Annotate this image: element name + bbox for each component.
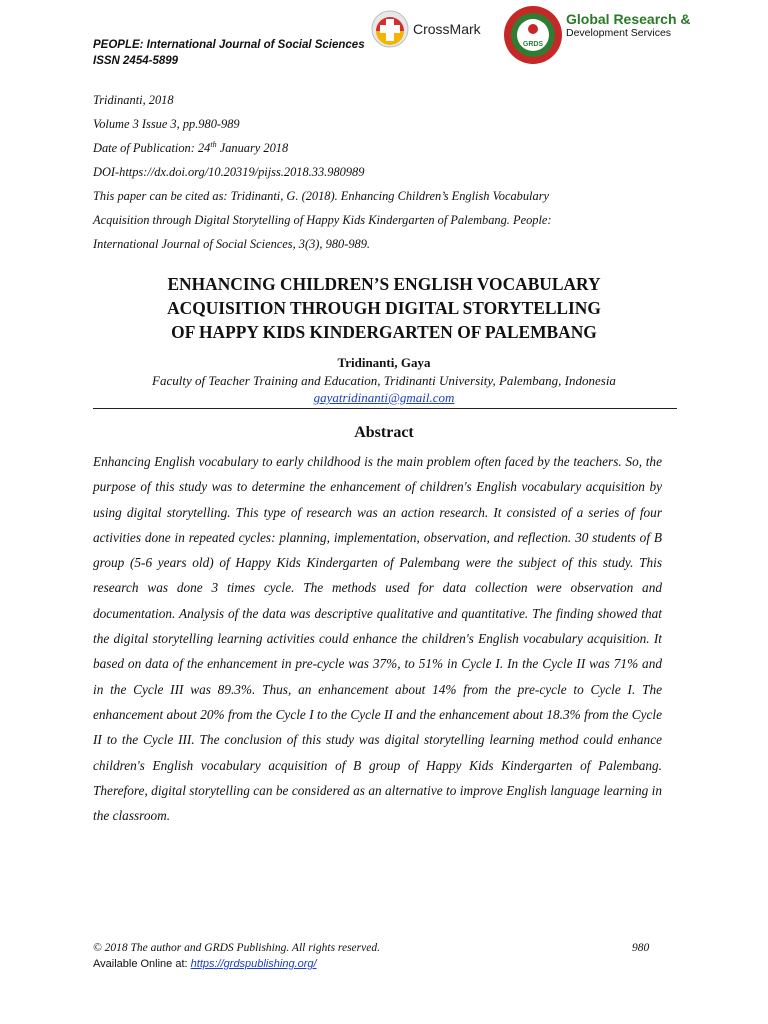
divider	[93, 408, 677, 409]
journal-header	[93, 37, 365, 69]
abstract-text: Enhancing English vocabulary to early childhood is the main problem often faced by the teachers. So, the purpose of this study was to determine the enhancement of children's English vocabulary acquisition by using digital storytelling. This type of research was an action research. It consisted of a series of four activities done in repeated cycles: planning, implementation, observation, and reflection. 30 students of B group (5-6 years old) of Happy Kids Kindergarten of Palembang were the subject of this study. This research was done 3 times cycle. The methods used for data collection were observation and documentation. Analysis of the data was descriptive qualitative and quantitative. The finding showed that the digital storytelling learning activities could enhance the children's English vocabulary acquisition. It based on data of the enhancement in pre-cycle was 37%, to 51% in Cycle I. In the Cycle II was 71% and in the Cycle III was 89.3%. Thus, an enhancement about 14% from the pre-cycle to Cycle I. The enhancement about 20% from the Cycle I to the Cycle II and the enhancement about 18.3% from the Cycle II to the Cycle III. The conclusion of this study was digital storytelling learning method could enhance children's English vocabulary acquisition of B group of Happy Kids Kindergarten of Palembang. Therefore, digital storytelling can be considered as an alternative to improve English language learning in the classroom.	[93, 454, 662, 824]
crossmark-icon	[371, 9, 409, 49]
grds-logo	[502, 4, 691, 66]
grds-title: Global Research &	[566, 11, 691, 27]
pub-date-suffix: January 2018	[216, 141, 289, 155]
footer-url-link[interactable]: https://grdspublishing.org/	[190, 958, 317, 970]
available-label: Available Online at:	[93, 958, 191, 970]
crossmark-logo[interactable]	[371, 9, 481, 49]
citation-line-3: International Journal of Social Sciences, 3(3), 980-989.	[93, 237, 371, 251]
footer-availability	[93, 958, 317, 970]
journal-name: PEOPLE: International Journal of Social Sciences	[93, 39, 365, 51]
volume-issue: Volume 3 Issue 3, pp.980-989	[93, 117, 240, 131]
grds-badge-text: GRDS	[522, 41, 544, 48]
article-metadata	[93, 88, 673, 256]
paper-title	[93, 272, 675, 344]
author-email-link[interactable]: gayatridinanti@gmail.com	[313, 390, 455, 405]
author-affiliation: Faculty of Teacher Training and Education, Tridinanti University, Palembang, Indonesia	[152, 373, 616, 388]
author-year: Tridinanti, 2018	[93, 93, 174, 107]
title-line-2: ACQUISITION THROUGH DIGITAL STORYTELLING	[167, 298, 601, 318]
title-line-3: OF HAPPY KIDS KINDERGARTEN OF PALEMBANG	[171, 322, 597, 342]
crossmark-label: CrossMark	[413, 21, 481, 37]
abstract-heading: Abstract	[354, 424, 414, 441]
pub-date-prefix: Date of Publication: 24	[93, 141, 211, 155]
pub-date-sup: th	[210, 139, 217, 149]
journal-issn: ISSN 2454-5899	[93, 55, 179, 67]
citation-line-1: This paper can be cited as: Tridinanti, G. (2018). Enhancing Children’s English Vocabulary	[93, 189, 550, 203]
author-email-wrap	[93, 390, 675, 406]
grds-subtitle: Development Services	[566, 27, 672, 39]
author-name: Tridinanti, Gaya	[337, 355, 431, 370]
page-number: 980	[632, 942, 650, 954]
title-line-1: ENHANCING CHILDREN’S ENGLISH VOCABULARY	[167, 274, 601, 294]
footer-copyright: © 2018 The author and GRDS Publishing. All rights reserved.	[93, 942, 380, 954]
publication-date	[93, 136, 673, 160]
citation-line-2: Acquisition through Digital Storytelling of Happy Kids Kindergarten of Palembang. People:	[93, 213, 552, 227]
grds-seal-icon	[502, 4, 564, 66]
doi: DOI-https://dx.doi.org/10.20319/pijss.2018.33.980989	[93, 165, 365, 179]
